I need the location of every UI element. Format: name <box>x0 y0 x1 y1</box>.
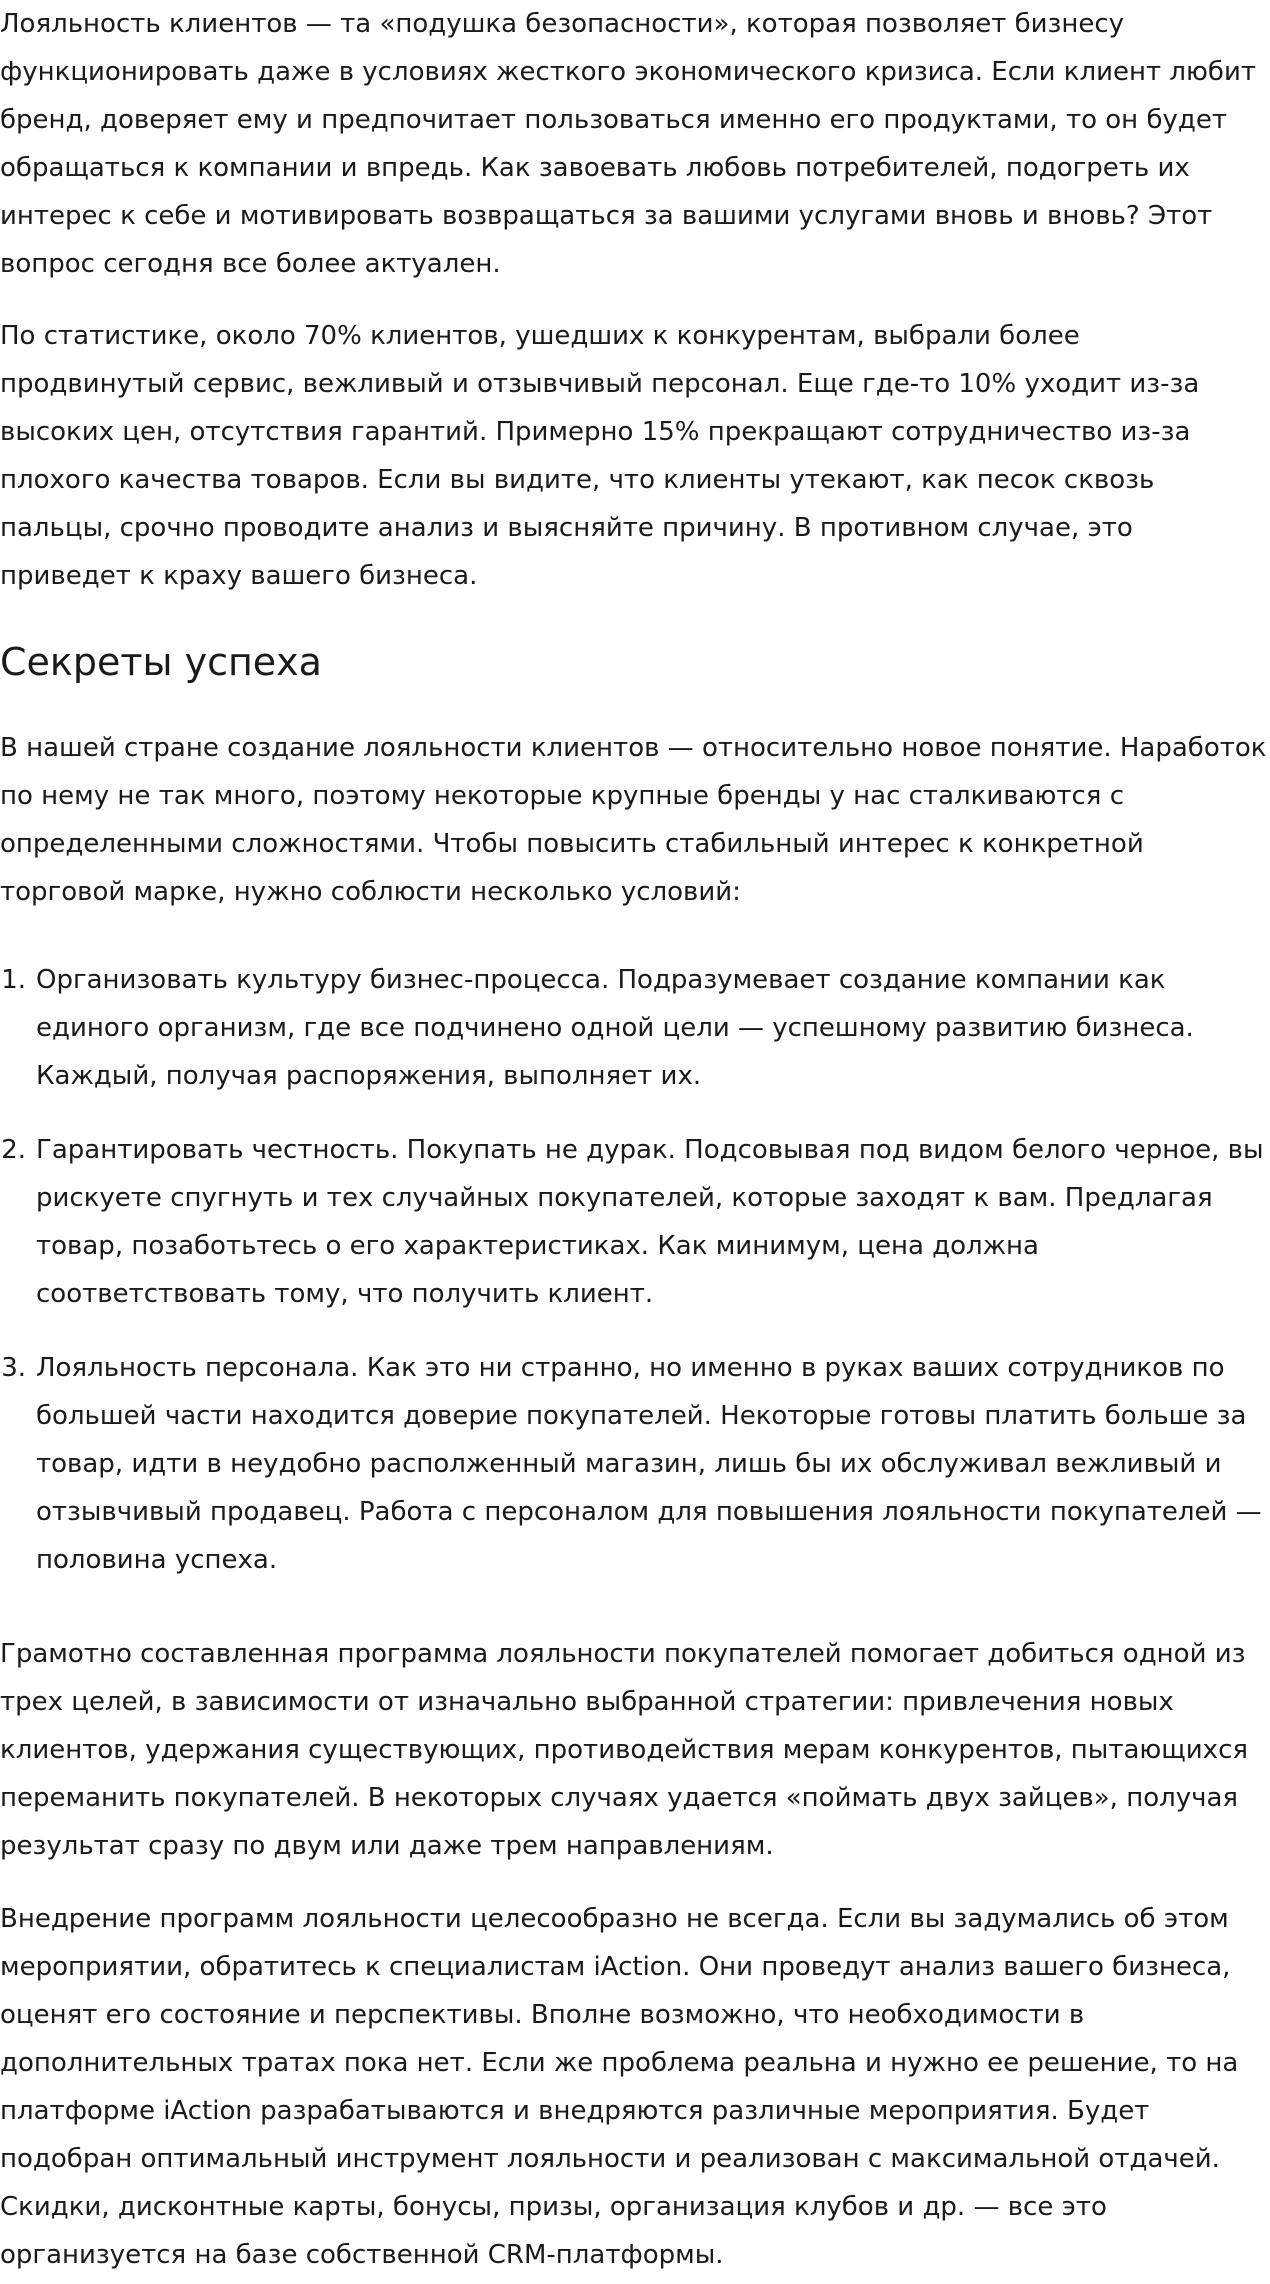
list-item-number: 3. <box>1 1353 26 1383</box>
section-heading: Секреты успеха <box>0 640 322 684</box>
after-list-paragraph-2: Внедрение программ лояльности целесообразно не всегда. Если вы задумались об этом мероприятии, обратитесь к специалистам iAction. Они проведут анализ вашего бизнеса, оценят его состояние и перспективы. Вполне возможно, что необходимости в дополнительных тратах пока нет. Если же проблема реальна и нужно ее решение, то на платформе iAction разрабатываются и внедряются различные мероприятия. Будет подобран оптимальный инструмент лояльности и реализован с максимальной отдачей. Скидки, дисконтные карты, бонусы, призы, организация клубов и др. — все это организуется на базе собственной CRM-платформы. <box>0 1904 1239 2270</box>
list-item <box>0 1344 1270 1584</box>
list-item-text: Организовать культуру бизнес-процесса. Подразумевает создание компании как единого организм, где все подчинено одной цели — успешному развитию бизнеса. Каждый, получая распоряжения, выполняет их. <box>36 965 1194 1091</box>
intro-paragraph-1: Лояльность клиентов — та «подушка безопасности», которая позволяет бизнесу функционировать даже в условиях жесткого экономического кризиса. Если клиент любит бренд, доверяет ему и предпочитает пользоваться именно его продуктами, то он будет обращаться к компании и впредь. Как завоевать любовь потребителей, подогреть их интерес к себе и мотивировать возвращаться за вашими услугами вновь и вновь? Этот вопрос сегодня все более актуален. <box>0 9 1257 279</box>
intro-paragraph-2: По статистике, около 70% клиентов, ушедших к конкурентам, выбрали более продвинутый сервис, вежливый и отзывчивый персонал. Еще где-то 10% уходит из-за высоких цен, отсутствия гарантий. Примерно 15% прекращают сотрудничество из-за плохого качества товаров. Если вы видите, что клиенты утекают, как песок сквозь пальцы, срочно проводите анализ и выясняйте причину. В противном случае, это приведет к краху вашего бизнеса. <box>0 321 1200 591</box>
list-item <box>0 1126 1270 1318</box>
conditions-list <box>0 956 1270 1610</box>
list-item <box>0 956 1270 1100</box>
list-item-number: 2. <box>1 1135 26 1165</box>
list-item-text: Лояльность персонала. Как это ни странно, но именно в руках ваших сотрудников по большей части находится доверие покупателей. Некоторые готовы платить больше за товар, идти в неудобно располженный магазин, лишь бы их обслуживал вежливый и отзывчивый продавец. Работа с персоналом для повышения лояльности покупателей — половина успеха. <box>36 1353 1262 1575</box>
section-intro-paragraph: В нашей стране создание лояльности клиентов — относительно новое понятие. Наработок по нему не так много, поэтому некоторые крупные бренды у нас сталкиваются с определенными сложностями. Чтобы повысить стабильный интерес к конкретной торговой марке, нужно соблюсти несколько условий: <box>0 733 1267 907</box>
list-item-text: Гарантировать честность. Покупать не дурак. Подсовывая под видом белого черное, вы рискуете спугнуть и тех случайных покупателей, которые заходят к вам. Предлагая товар, позаботьтесь о его характеристиках. Как минимум, цена должна соответствовать тому, что получить клиент. <box>36 1135 1264 1309</box>
list-item-number: 1. <box>1 965 26 995</box>
after-list-paragraph-1: Грамотно составленная программа лояльности покупателей помогает добиться одной из трех целей, в зависимости от изначально выбранной стратегии: привлечения новых клиентов, удержания существующих, противодействия мерам конкурентов, пытающихся переманить покупателей. В некоторых случаях удается «поймать двух зайцев», получая результат сразу по двум или даже трем направлениям. <box>0 1639 1248 1861</box>
